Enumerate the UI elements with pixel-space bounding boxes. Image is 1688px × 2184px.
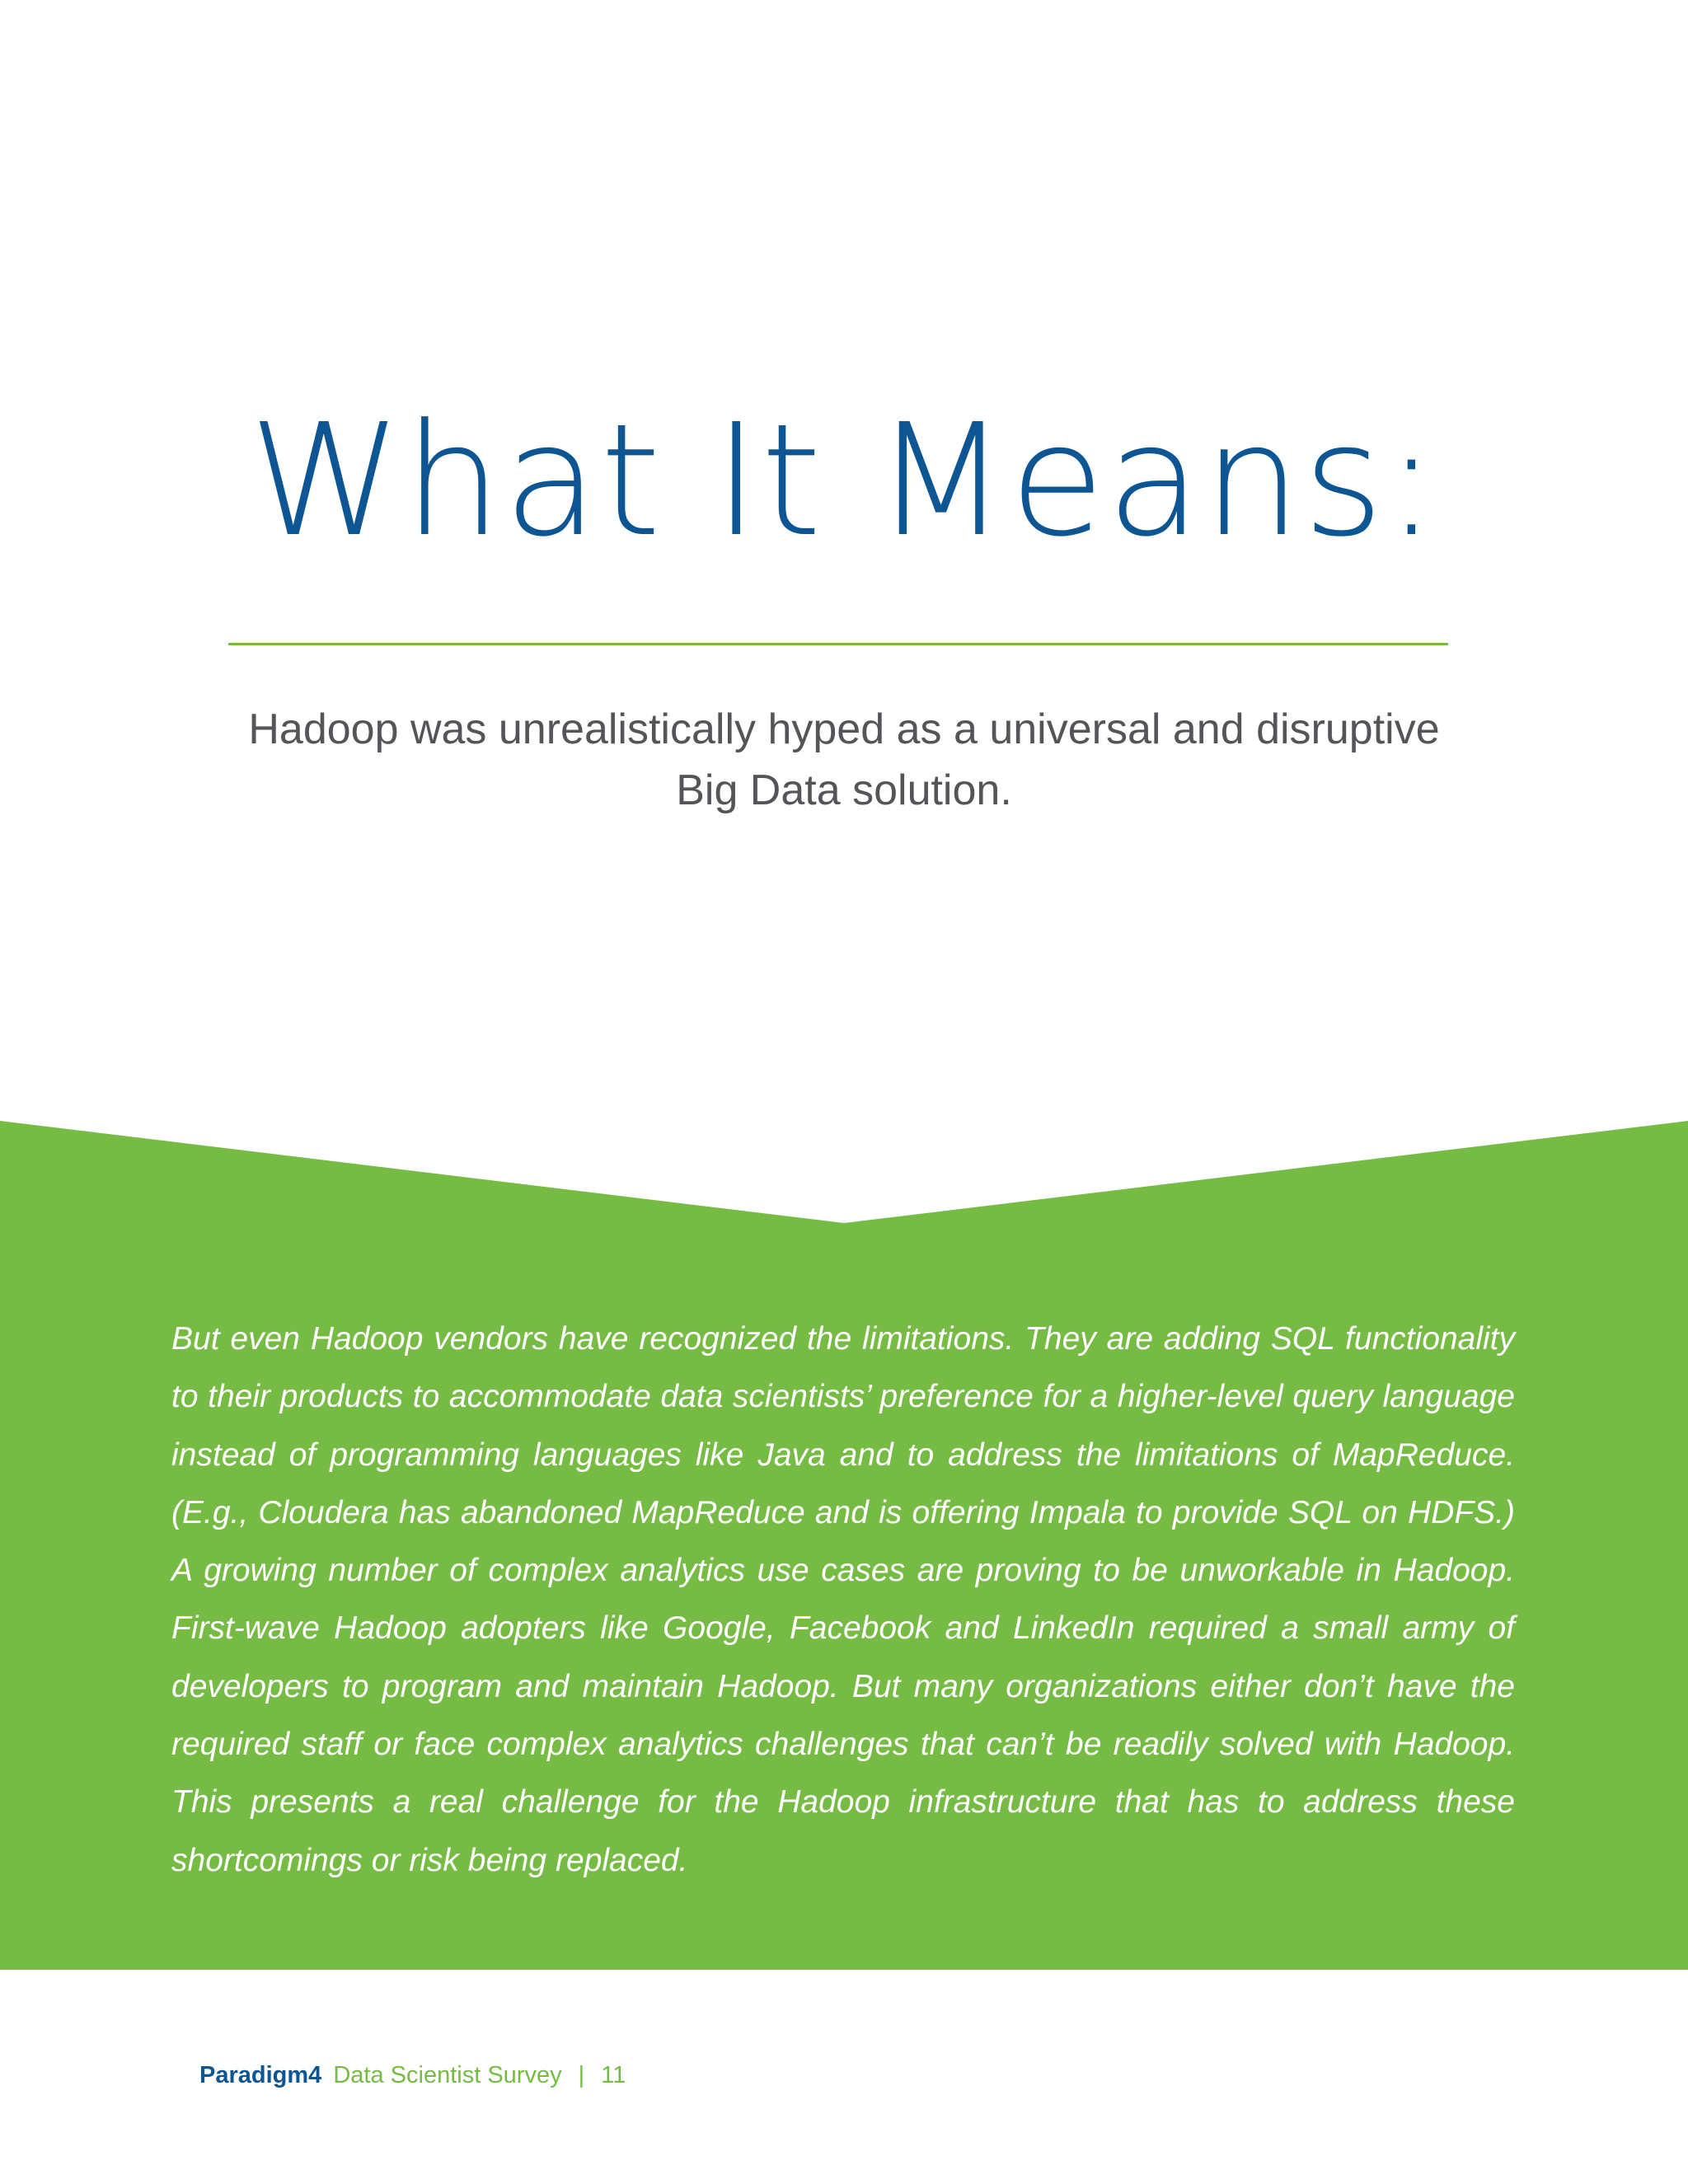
page-footer [199, 2059, 626, 2092]
page-number: 11 [601, 2062, 626, 2088]
footer-separator: | [578, 2062, 585, 2088]
body-paragraph: But even Hadoop vendors have recognized the limitations. They are adding SQL functionality to their products to accommodate data scientists’ preference for a higher-level query language instead of programming languages like Java and to address the limitations of MapReduce. (E.g., Cloudera has abandoned MapReduce and is offering Impala to provide SQL on HDFS.) A growing number of complex analytics use cases are proving to be unworkable in Hadoop. First-wave Hadoop adopters like Google, Facebook and LinkedIn required a small army of developers to program and maintain Hadoop. But many organizations either don’t have the required staff or face complex analytics challenges that can’t be readily solved with Hadoop. This presents a real challenge for the Hadoop infrastructure that has to address these shortcomings or risk being replaced. [171, 1321, 1515, 1878]
title-divider [228, 643, 1448, 645]
footer-brand: Paradigm4 [199, 2062, 322, 2088]
page-subtitle: Hadoop was unrealistically hyped as a universal and disruptive Big Data solution. [248, 705, 1440, 814]
footer-publication: Data Scientist Survey [333, 2062, 562, 2088]
page-title: What It Means: [248, 391, 1440, 571]
